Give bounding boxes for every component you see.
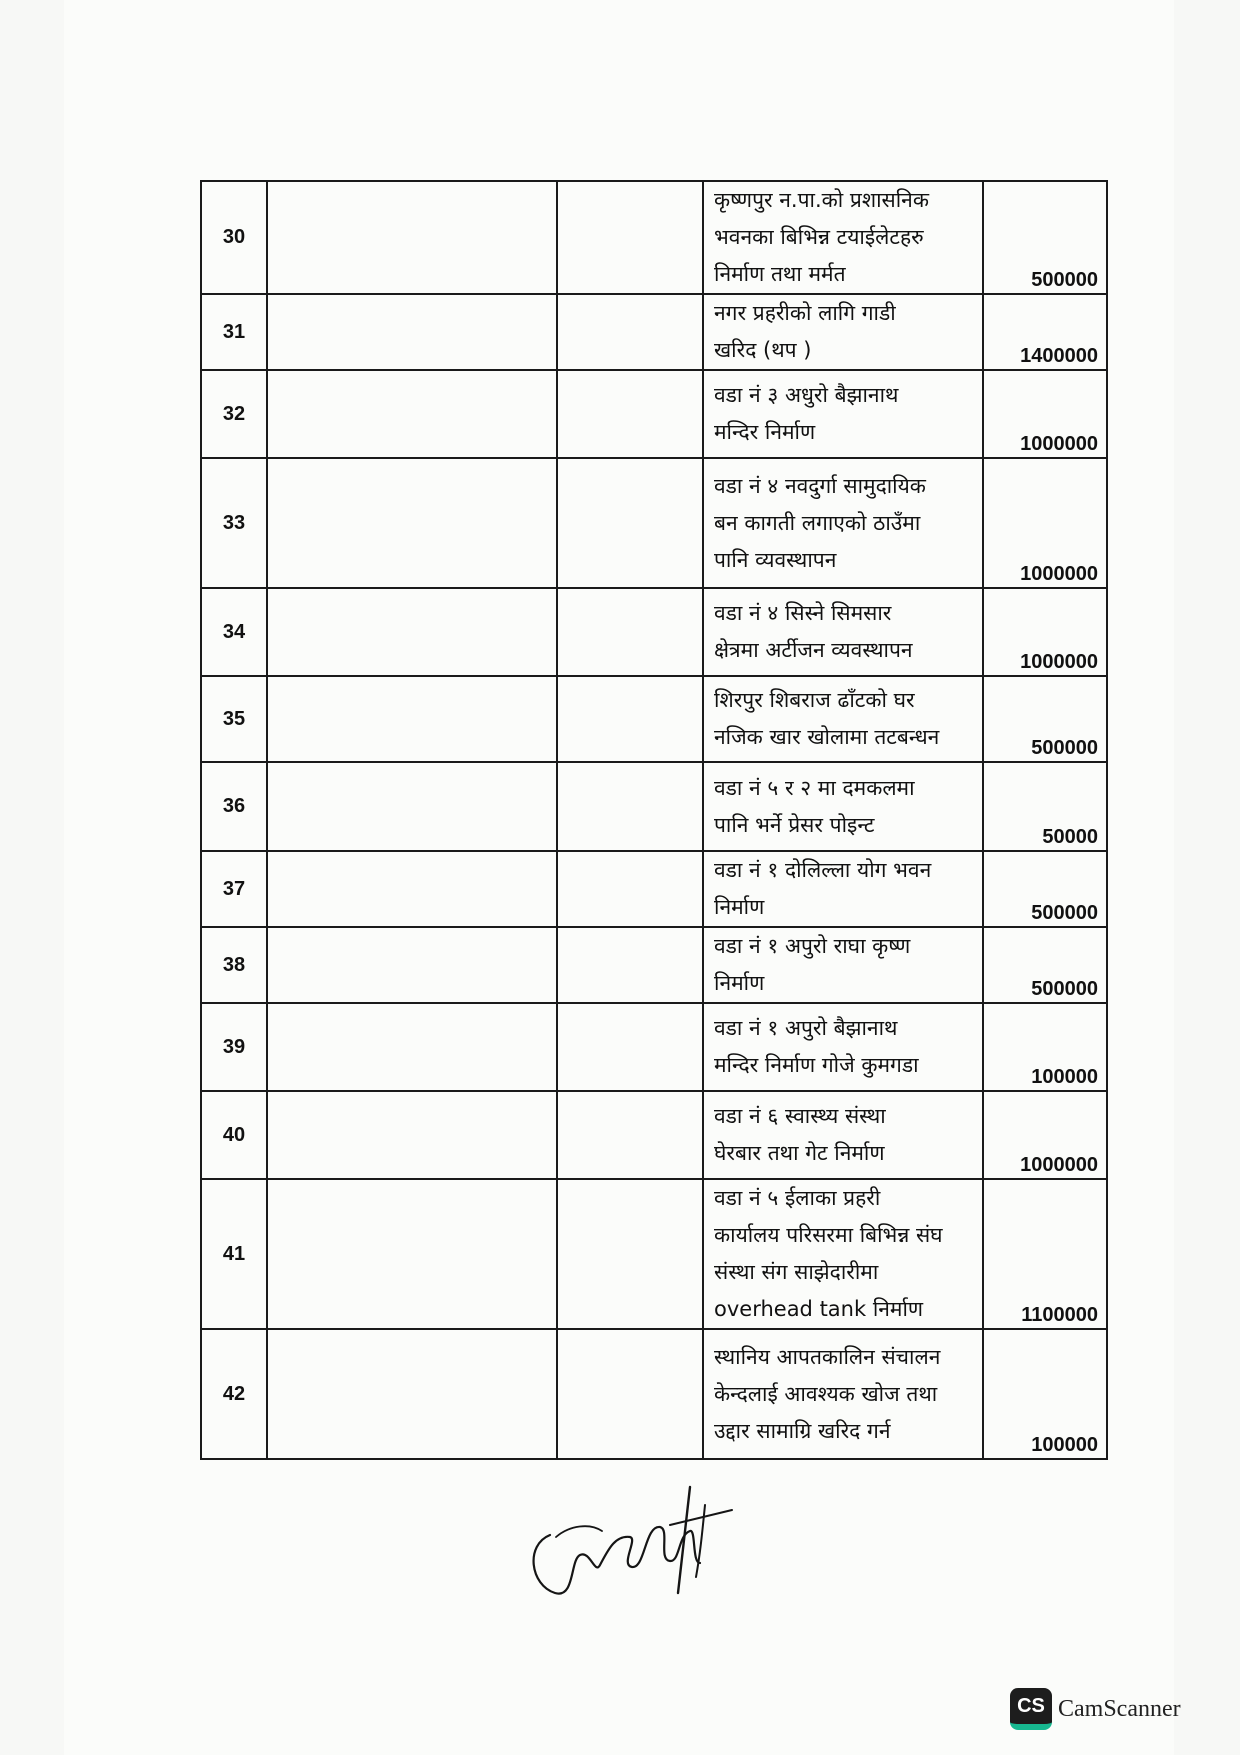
- description-line: वडा नं १ अपुरो राघा कृष्ण: [714, 934, 911, 958]
- amount-cell: 1000000: [983, 458, 1107, 588]
- table-row: [201, 1003, 1107, 1091]
- description-cell: [703, 927, 983, 1003]
- description-line: वडा नं ५ र २ मा दमकलमा: [714, 775, 915, 800]
- amount-cell: 100000: [983, 1003, 1107, 1091]
- empty-cell-b: [267, 676, 557, 762]
- description-cell: [703, 762, 983, 851]
- empty-cell-b: [267, 927, 557, 1003]
- description-line: संस्था संग साझेदारीमा: [714, 1260, 879, 1284]
- table-row: [201, 181, 1107, 294]
- empty-cell-b: [267, 294, 557, 370]
- table-row: [201, 676, 1107, 762]
- description-cell: [703, 851, 983, 927]
- table-row: [201, 588, 1107, 676]
- table-row: [201, 1329, 1107, 1459]
- camscanner-watermark: [1010, 1688, 1181, 1730]
- description-line: निर्माण: [714, 895, 765, 919]
- budget-table: [200, 180, 1108, 1460]
- description-line: भवनका बिभिन्न टयाईलेटहरु: [714, 225, 924, 249]
- serial-number-cell: 37: [201, 851, 267, 927]
- description-line: मन्दिर निर्माण गोजे कुमगडा: [714, 1053, 919, 1077]
- amount-cell: 500000: [983, 851, 1107, 927]
- description-line: वडा नं ६ स्वास्थ्य संस्था: [714, 1104, 886, 1128]
- table-row: [201, 1091, 1107, 1179]
- amount-cell: 1000000: [983, 1091, 1107, 1179]
- empty-cell-b: [267, 1179, 557, 1329]
- empty-cell-c: [557, 370, 703, 458]
- empty-cell-c: [557, 294, 703, 370]
- description-line: स्थानिय आपतकालिन संचालन: [714, 1344, 941, 1369]
- camscanner-logo-icon: CS: [1010, 1688, 1052, 1730]
- table-row: [201, 294, 1107, 370]
- empty-cell-c: [557, 851, 703, 927]
- description-line: उद्दार सामाग्रि खरिद गर्न: [714, 1418, 891, 1443]
- description-cell: [703, 1179, 983, 1329]
- description-line: overhead tank निर्माण: [714, 1297, 924, 1321]
- empty-cell-c: [557, 458, 703, 588]
- amount-cell: 50000: [983, 762, 1107, 851]
- description-cell: [703, 676, 983, 762]
- empty-cell-c: [557, 588, 703, 676]
- description-cell: [703, 370, 983, 458]
- amount-cell: 500000: [983, 927, 1107, 1003]
- amount-cell: 1100000: [983, 1179, 1107, 1329]
- description-line: पानि व्यवस्थापन: [714, 547, 837, 572]
- description-line: कार्यालय परिसरमा बिभिन्न संघ: [714, 1223, 943, 1247]
- empty-cell-c: [557, 1003, 703, 1091]
- empty-cell-b: [267, 588, 557, 676]
- description-cell: [703, 181, 983, 294]
- description-line: शिरपुर शिबराज ढाँटको घर: [714, 688, 915, 712]
- empty-cell-b: [267, 1329, 557, 1459]
- description-cell: [703, 294, 983, 370]
- empty-cell-c: [557, 927, 703, 1003]
- empty-cell-b: [267, 1091, 557, 1179]
- description-line: निर्माण तथा मर्मत: [714, 262, 846, 286]
- amount-cell: 500000: [983, 181, 1107, 294]
- description-line: वडा नं १ दोलिल्ला योग भवन: [714, 858, 932, 882]
- description-line: वडा नं ५ ईलाका प्रहरी: [714, 1186, 881, 1210]
- description-line: नजिक खार खोलामा तटबन्धन: [714, 725, 940, 749]
- serial-number-cell: 36: [201, 762, 267, 851]
- empty-cell-b: [267, 1003, 557, 1091]
- empty-cell-c: [557, 181, 703, 294]
- description-line: मन्दिर निर्माण: [714, 420, 816, 444]
- serial-number-cell: 42: [201, 1329, 267, 1459]
- description-line: वडा नं ४ सिस्ने सिमसार: [714, 601, 892, 625]
- empty-cell-b: [267, 851, 557, 927]
- serial-number-cell: 41: [201, 1179, 267, 1329]
- description-line: क्षेत्रमा अर्टीजन व्यवस्थापन: [714, 638, 913, 662]
- serial-number-cell: 39: [201, 1003, 267, 1091]
- signature: [520, 1465, 760, 1615]
- amount-cell: 1400000: [983, 294, 1107, 370]
- description-cell: [703, 588, 983, 676]
- description-cell: [703, 1091, 983, 1179]
- empty-cell-c: [557, 1179, 703, 1329]
- empty-cell-c: [557, 676, 703, 762]
- amount-cell: 500000: [983, 676, 1107, 762]
- serial-number-cell: 32: [201, 370, 267, 458]
- serial-number-cell: 34: [201, 588, 267, 676]
- serial-number-cell: 30: [201, 181, 267, 294]
- description-line: पानि भर्ने प्रेसर पोइन्ट: [714, 812, 875, 837]
- description-line: घेरबार तथा गेट निर्माण: [714, 1141, 885, 1165]
- description-line: कृष्णपुर न.पा.को प्रशासनिक: [714, 188, 929, 212]
- description-line: खरिद (थप ): [714, 338, 812, 362]
- amount-cell: 1000000: [983, 370, 1107, 458]
- empty-cell-b: [267, 458, 557, 588]
- serial-number-cell: 31: [201, 294, 267, 370]
- description-line: केन्दलाई आवश्यक खोज तथा: [714, 1381, 938, 1406]
- empty-cell-b: [267, 370, 557, 458]
- empty-cell-c: [557, 762, 703, 851]
- description-cell: [703, 1003, 983, 1091]
- serial-number-cell: 38: [201, 927, 267, 1003]
- serial-number-cell: 35: [201, 676, 267, 762]
- description-line: वडा नं ३ अधुरो बैझानाथ: [714, 383, 899, 407]
- empty-cell-c: [557, 1091, 703, 1179]
- description-line: नगर प्रहरीको लागि गाडी: [714, 301, 896, 325]
- table-body: [201, 181, 1107, 1459]
- empty-cell-c: [557, 1329, 703, 1459]
- empty-cell-b: [267, 762, 557, 851]
- table-row: [201, 762, 1107, 851]
- table-row: [201, 851, 1107, 927]
- camscanner-label: CamScanner: [1058, 1695, 1181, 1722]
- table-row: [201, 927, 1107, 1003]
- empty-cell-b: [267, 181, 557, 294]
- description-cell: [703, 458, 983, 588]
- serial-number-cell: 33: [201, 458, 267, 588]
- amount-cell: 100000: [983, 1329, 1107, 1459]
- table-row: [201, 458, 1107, 588]
- table-row: [201, 1179, 1107, 1329]
- description-line: वडा नं ४ नवदुर्गा सामुदायिक: [714, 473, 926, 498]
- description-line: बन कागती लगाएको ठाउँमा: [714, 510, 921, 535]
- description-line: निर्माण: [714, 971, 765, 995]
- description-cell: [703, 1329, 983, 1459]
- table-row: [201, 370, 1107, 458]
- serial-number-cell: 40: [201, 1091, 267, 1179]
- description-line: वडा नं १ अपुरो बैझानाथ: [714, 1016, 898, 1040]
- amount-cell: 1000000: [983, 588, 1107, 676]
